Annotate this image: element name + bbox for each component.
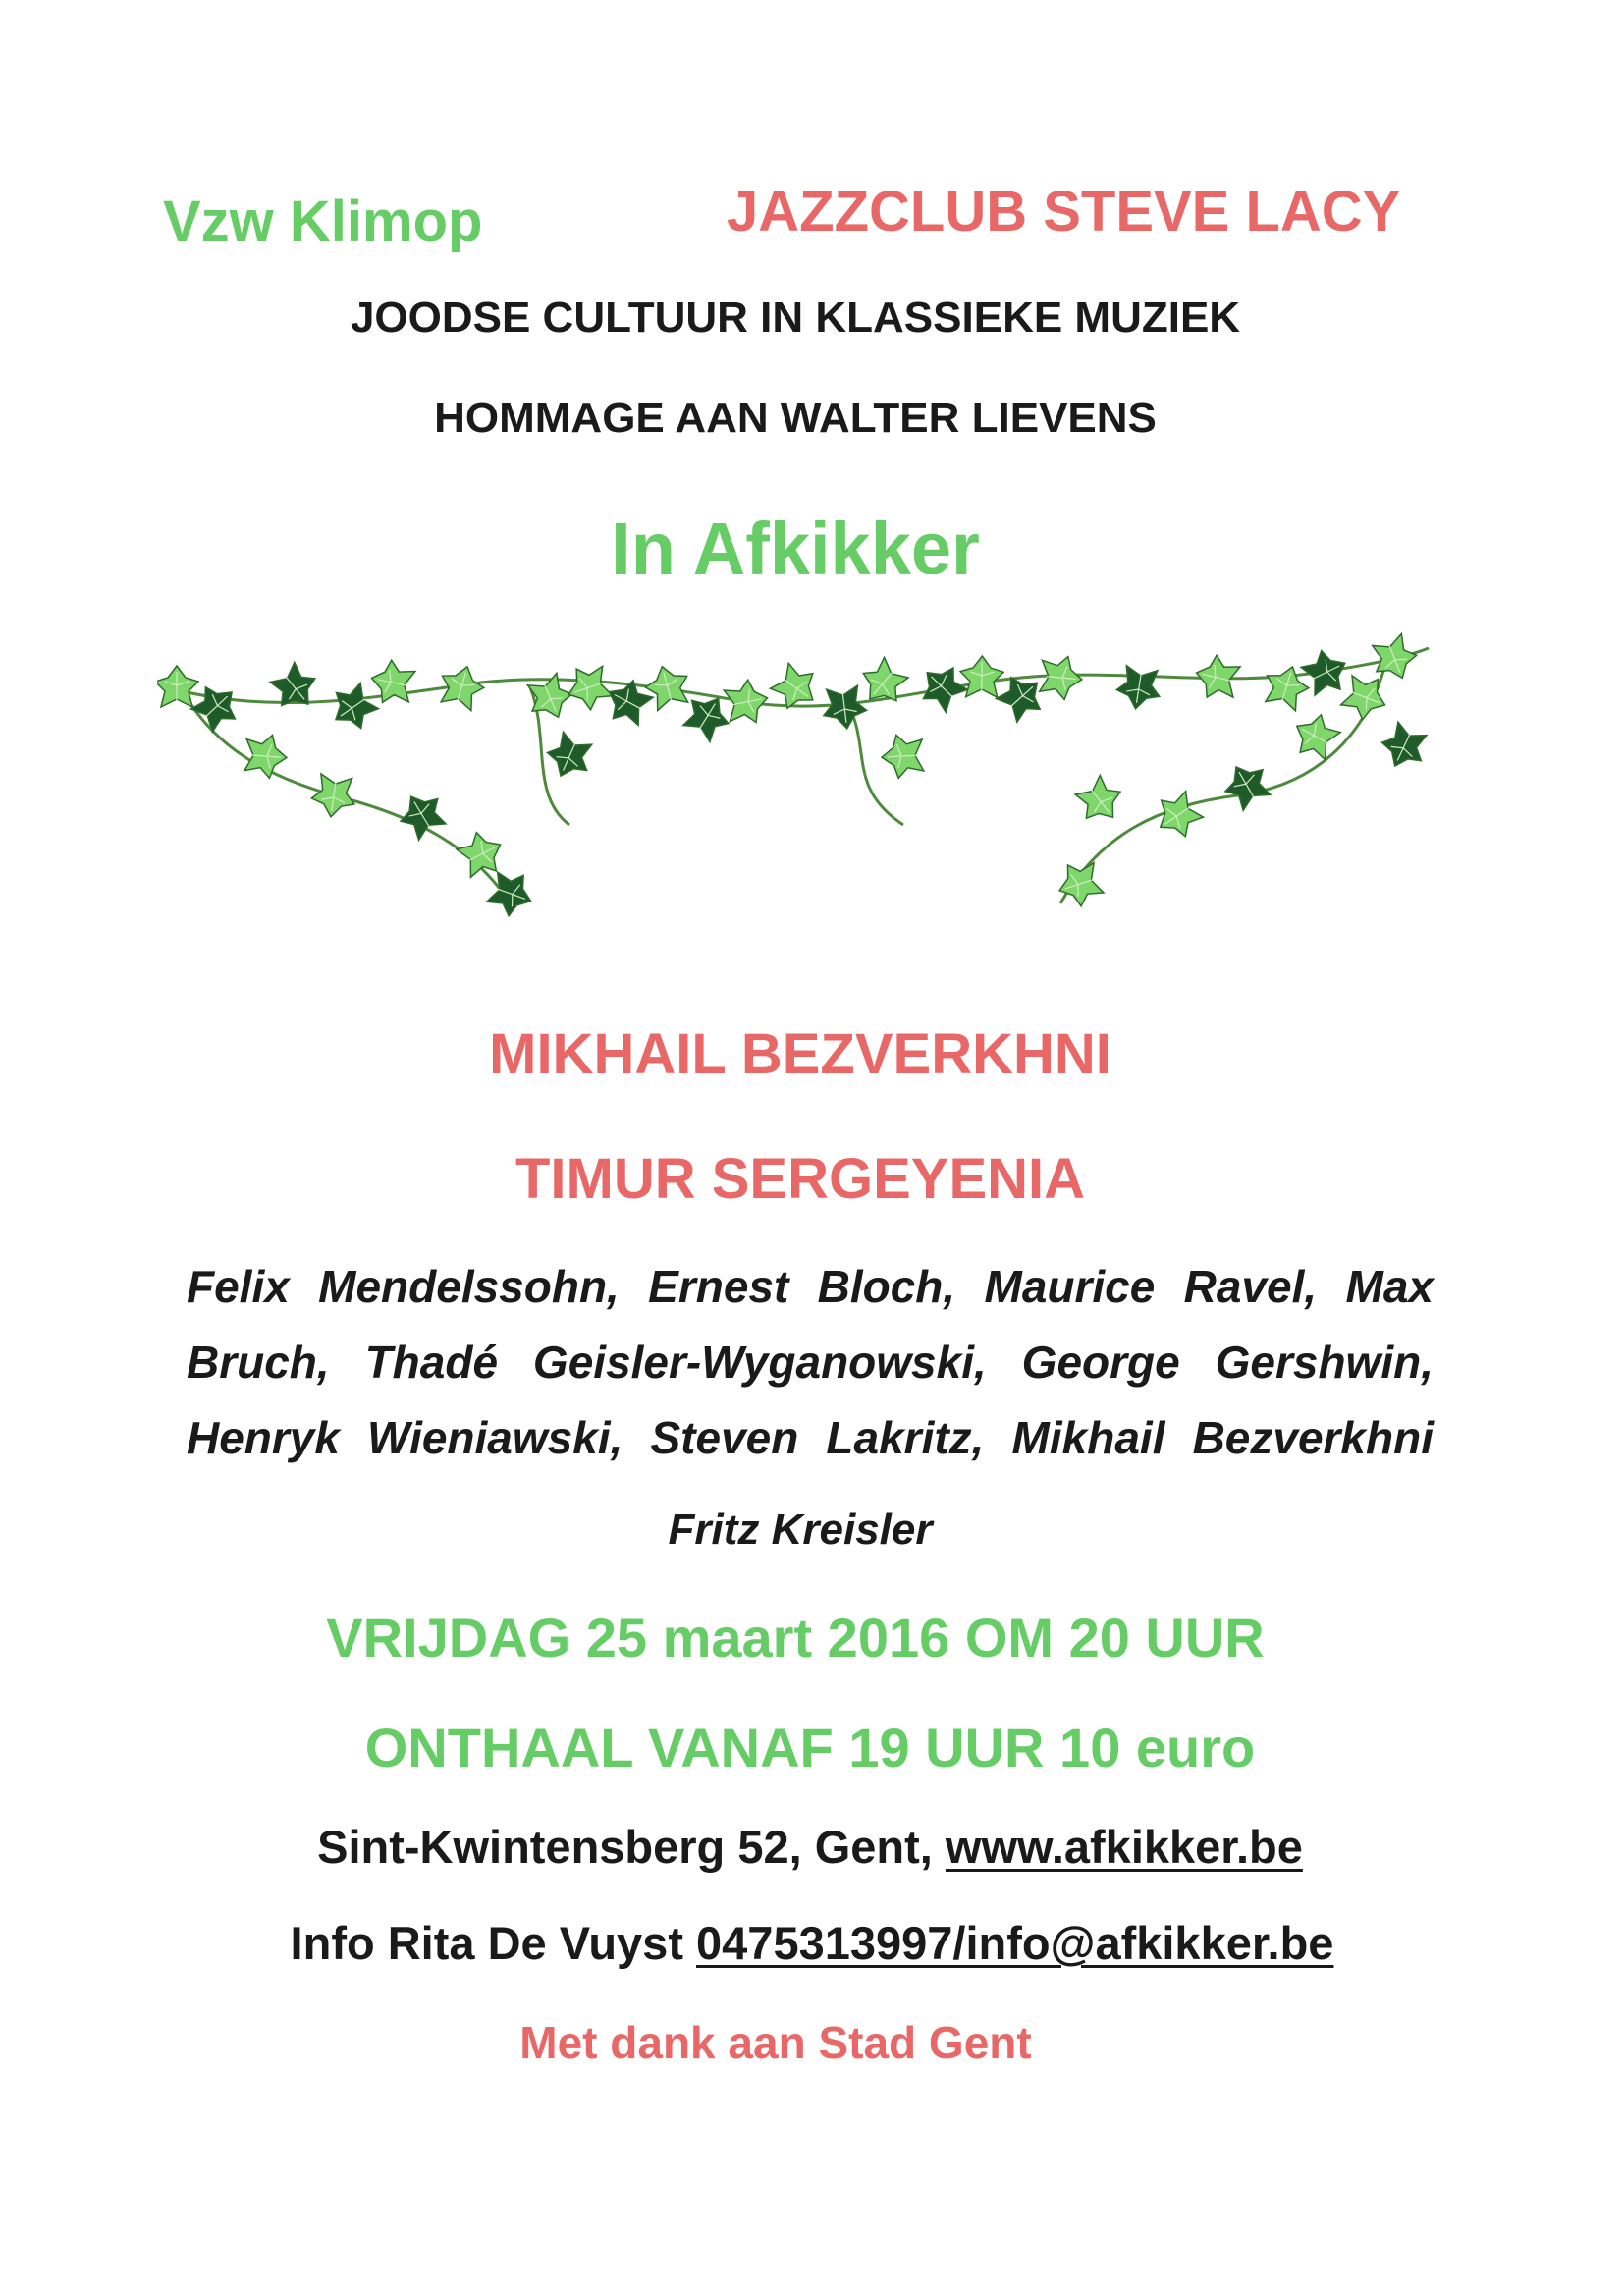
website-link[interactable]: www.afkikker.be xyxy=(945,1821,1303,1873)
composer-list-last: Fritz Kreisler xyxy=(668,1505,933,1554)
event-title: JOODSE CULTUUR IN KLASSIEKE MUZIEK xyxy=(350,294,1241,342)
info-line xyxy=(0,1917,1624,1969)
org-klimop: Vzw Klimop xyxy=(163,190,483,253)
performer-name: MIKHAIL BEZVERKHNI xyxy=(489,1022,1111,1086)
info-label: Info Rita De Vuyst xyxy=(290,1917,683,1969)
event-date: VRIJDAG 25 maart 2016 OM 20 UUR xyxy=(326,1607,1265,1668)
contact-link[interactable]: 0475313997/info@afkikker.be xyxy=(696,1917,1334,1969)
ivy-garland-icon xyxy=(157,629,1434,982)
address: Sint-Kwintensberg 52, Gent, xyxy=(317,1821,933,1873)
org-jazzclub: JAZZCLUB STEVE LACY xyxy=(727,180,1401,244)
performer-name: TIMUR SERGEYENIA xyxy=(514,1147,1086,1211)
address-line xyxy=(0,1821,1620,1873)
composer-list: Felix Mendelssohn, Ernest Bloch, Maurice Ravel, Max Bruch, Thadé Geisler-Wyganowski, George Gershwin, Henryk Wieniawski, Steven Lakritz, Mikhail Bezverkhni xyxy=(187,1261,1434,1463)
venue-heading: In Afkikker xyxy=(611,508,980,589)
thanks-note: Met dank aan Stad Gent xyxy=(519,2017,1032,2068)
event-subtitle: HOMMAGE AAN WALTER LIEVENS xyxy=(434,394,1157,442)
event-entry: ONTHAAL VANAF 19 UUR 10 euro xyxy=(364,1717,1256,1778)
